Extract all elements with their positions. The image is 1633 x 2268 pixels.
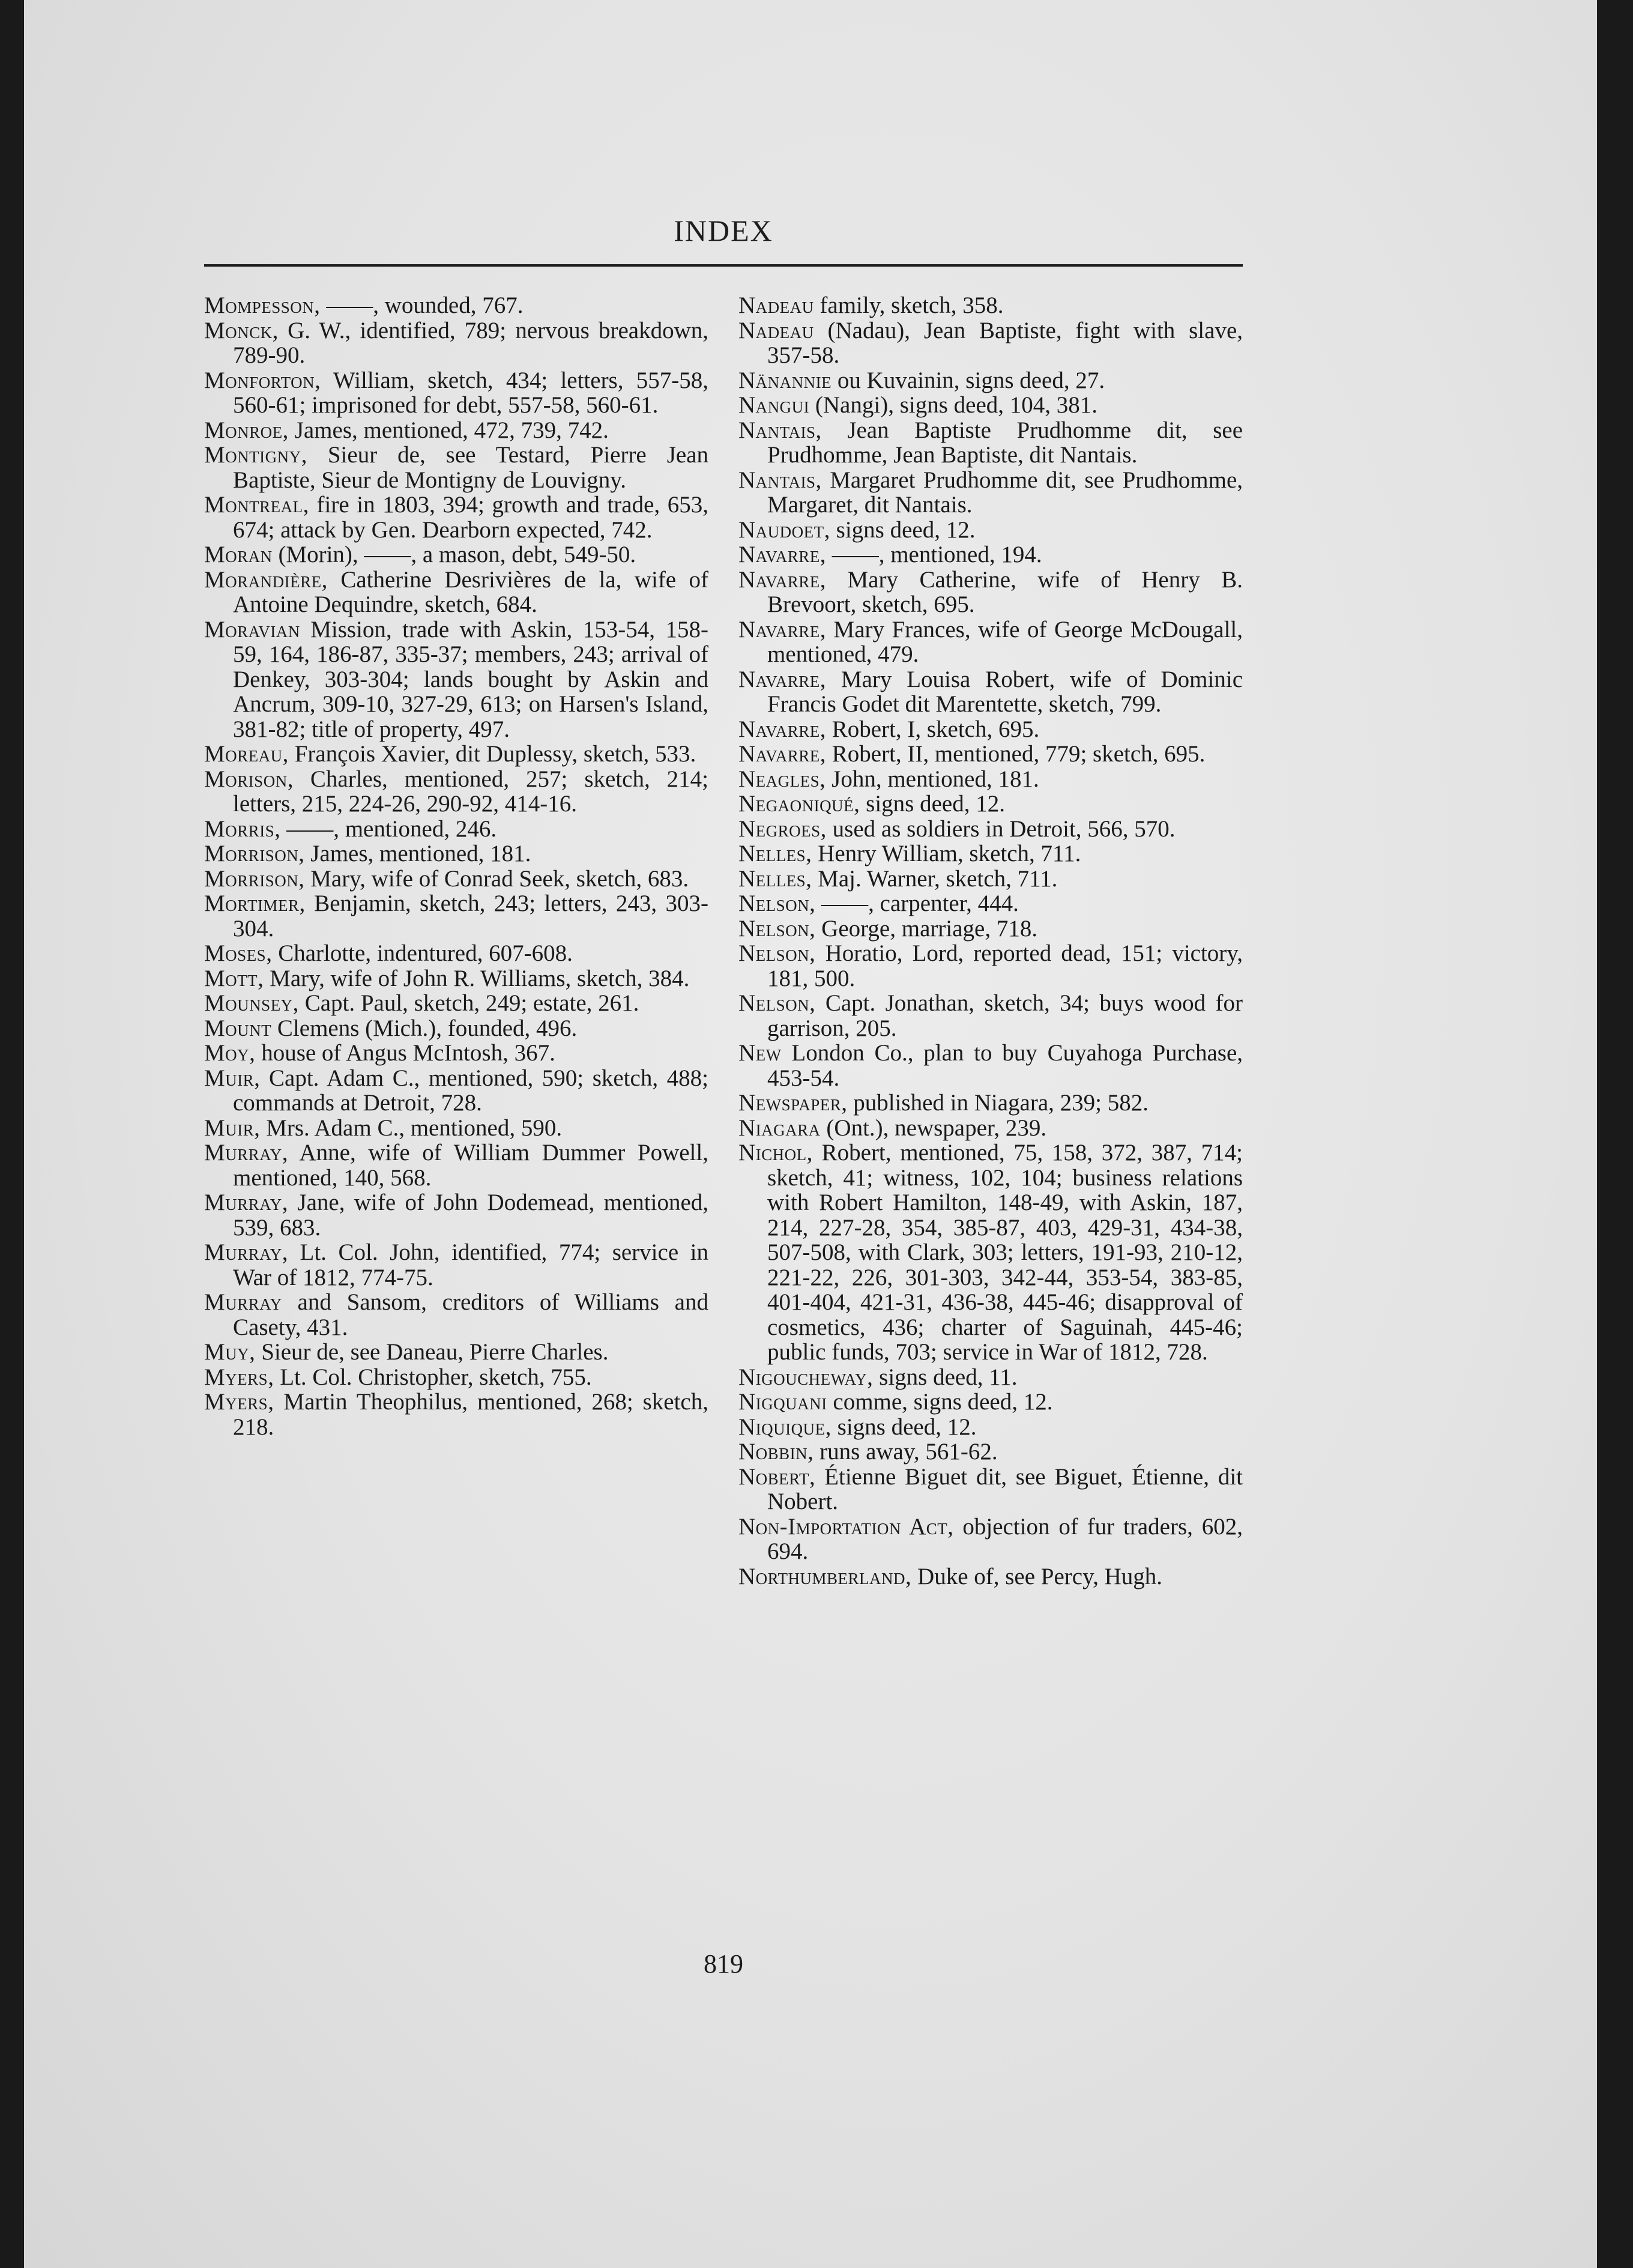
entry-heading: Nichol, [738,1140,813,1166]
entry-heading: Nadeau [738,292,814,318]
entry-text: Jean Baptiste Prudhomme dit, see Prudhomme, Jean Baptiste, dit Nantais. [767,417,1243,468]
entry-text: ——, mentioned, 194. [832,542,1042,567]
entry-heading: Moy, [204,1040,256,1066]
entry-text: objection of fur traders, 602, 694. [767,1513,1243,1564]
index-entry [738,1390,1243,1415]
index-entry [204,567,708,617]
entry-text: Mary, wife of Conrad Seek, sketch, 683. [310,865,689,892]
index-entry [738,1365,1243,1390]
entry-heading: Montigny, [204,442,307,468]
entry-heading: Mott, [204,965,264,991]
index-entry [204,1190,708,1240]
entry-text: Robert, II, mentioned, 779; sketch, 695. [832,741,1206,767]
entry-text: Lt. Col. John, identified, 774; service in War of 1812, 774-75. [233,1239,709,1290]
entry-text: Henry William, sketch, 711. [818,841,1081,866]
entry-text: fire in 1803, 394; growth and trade, 653, 674; attack by Gen. Dearborn expected, 742. [233,492,709,543]
entry-heading: Nigquani [738,1389,827,1415]
entry-text: published in Niagara, 239; 582. [853,1090,1149,1116]
index-entry [204,767,708,817]
entry-heading: Navarre, [738,666,826,692]
index-entry [738,1090,1243,1116]
index-entry [738,1514,1243,1564]
entry-heading: Murray, [204,1239,288,1265]
index-entry [738,841,1243,866]
entry-text: Margaret Prudhomme dit, see Prudhomme, Margaret, dit Nantais. [767,467,1243,518]
index-entry [204,293,708,318]
entry-heading: Mortimer, [204,891,306,916]
index-entry [738,1465,1243,1514]
entry-heading: Nelson, [738,940,816,966]
entry-heading: Nelson, [738,915,816,942]
entry-text: runs away, 561-62. [820,1439,998,1465]
index-entry [738,318,1243,368]
entry-text: Mission, trade with Askin, 153-54, 158-59, 164, 186-87, 335-37; members, 243; arrival of Denkey, 303-304; lands bought by Askin and Ancrum, 309-10, 327-29, 613; on Harsen's Island, 381-82; title of property, 497. [233,616,709,742]
entry-heading: Nelles, [738,841,812,866]
entry-heading: Mompesson, [204,292,321,318]
entry-text: used as soldiers in Detroit, 566, 570. [832,815,1176,842]
page-number: 819 [704,1949,743,1979]
entry-heading: Nangui [738,392,810,418]
entry-text: Mrs. Adam C., mentioned, 590. [266,1114,563,1141]
index-entry [204,866,708,892]
index-entry [738,791,1243,817]
index-entry [738,941,1243,991]
header-rule [204,264,1243,267]
entry-text: William, sketch, 434; letters, 557-58, 560-61; imprisoned for debt, 557-58, 560-61. [233,367,709,418]
index-entry [738,518,1243,543]
entry-heading: Navarre, [738,741,826,767]
entry-text: James, mentioned, 181. [310,841,531,866]
entry-text: ——, carpenter, 444. [821,891,1019,916]
entry-heading: Monforton, [204,367,321,393]
entry-text: George, marriage, 718. [821,915,1038,942]
index-entry [204,542,708,567]
entry-heading: Navarre, [738,616,826,643]
entry-text: comme, signs deed, 12. [833,1389,1053,1415]
entry-heading: New [738,1040,782,1066]
book-page [24,0,1597,2268]
index-entry [204,991,708,1016]
entry-heading: Nantais, [738,417,822,443]
entry-text: Charlotte, indentured, 607-608. [278,940,573,966]
entry-text: Martin Theophilus, mentioned, 268; sketch, 218. [233,1389,708,1440]
entry-text: Capt. Adam C., mentioned, 590; sketch, 488; commands at Detroit, 728. [233,1065,708,1116]
entry-text: and Sansom, creditors of Williams and Casety, 431. [233,1289,708,1340]
index-entry [738,1564,1243,1589]
index-entry [738,767,1243,792]
entry-text: Mary, wife of John R. Williams, sketch, 384. [270,965,690,991]
entry-heading: Mounsey, [204,990,299,1016]
index-entry [204,891,708,941]
index-entry [204,418,708,443]
index-entry [204,941,708,966]
entry-heading: Newspaper, [738,1090,848,1116]
index-entry [738,1140,1243,1365]
index-entry [738,1415,1243,1440]
entry-text: G. W., identified, 789; nervous breakdown, 789-90. [233,317,708,368]
entry-heading: Nigoucheway, [738,1364,874,1390]
index-entry [204,617,708,742]
entry-heading: Montreal, [204,492,309,518]
index-entry [738,991,1243,1041]
entry-text: (Morin), ——, a mason, debt, 549-50. [278,542,636,567]
entry-heading: Negaoniqué, [738,791,860,817]
entry-heading: Morrison, [204,841,305,866]
index-entry [204,1390,708,1439]
entry-text: Charles, mentioned, 257; sketch, 214; letters, 215, 224-26, 290-92, 414-16. [233,766,708,817]
entry-text: Robert, I, sketch, 695. [832,716,1040,742]
index-entry [204,1240,708,1290]
index-entry [204,368,708,418]
entry-heading: Moreau, [204,741,289,767]
entry-heading: Morandière, [204,566,328,593]
entry-heading: Myers, [204,1364,274,1390]
entry-heading: Negroes, [738,815,827,842]
index-entry [738,916,1243,942]
index-entry [738,667,1243,717]
entry-text: Lt. Col. Christopher, sketch, 755. [280,1364,592,1390]
index-entry [738,468,1243,518]
entry-heading: Murray [204,1289,282,1315]
entry-text: (Ont.), newspaper, 239. [826,1114,1047,1141]
index-entry [738,1041,1243,1090]
entry-heading: Murray, [204,1140,288,1166]
entry-text: Maj. Warner, sketch, 711. [818,865,1058,892]
index-entry [204,817,708,842]
entry-text: (Nadau), Jean Baptiste, fight with slave, 357-58. [767,317,1243,368]
entry-text: ou Kuvainin, signs deed, 27. [837,367,1105,393]
entry-text: Étienne Biguet dit, see Biguet, Étienne, dit Nobert. [767,1463,1243,1514]
index-entry [738,393,1243,418]
entry-text: Anne, wife of William Dummer Powell, mentioned, 140, 568. [233,1140,708,1191]
entry-text: house of Angus McIntosh, 367. [261,1040,555,1066]
index-entry [738,1116,1243,1141]
entry-text: Clemens (Mich.), founded, 496. [277,1015,578,1041]
index-entry [204,1016,708,1041]
entry-text: Robert, mentioned, 75, 158, 372, 387, 714; sketch, 41; witness, 102, 104; business relations with Robert Hamilton, 148-49, with Askin, 187, 214, 227-28, 354, 385-87, 403, 429-31, 434-38, 507-508, with Clark, 303; letters, 191-93, 210-12, 221-22, 226, 301-303, 342-44, 353-54, 383-85, 401-404, 421-31, 436-38, 445-46; disapproval of cosmetics, 436; charter of Saguinah, 445-46; public funds, 703; service in War of 1812, 728. [767,1140,1243,1365]
entry-text: Catherine Desrivières de la, wife of Antoine Dequindre, sketch, 684. [233,566,709,617]
index-entry [204,318,708,368]
index-entry [738,717,1243,742]
entry-heading: Northumberland, [738,1563,912,1589]
index-entry [738,617,1243,667]
index-entry [204,1041,708,1066]
entry-text: Benjamin, sketch, 243; letters, 243, 303-304. [233,891,709,942]
index-column-right [738,293,1243,1589]
index-entry [204,966,708,991]
entry-heading: Nadeau [738,317,814,343]
entry-text: signs deed, 12. [866,791,1005,817]
index-entry [738,891,1243,916]
entry-text: ——, wounded, 767. [326,292,524,318]
entry-text: Duke of, see Percy, Hugh. [917,1563,1162,1589]
entry-heading: Morris, [204,815,281,842]
entry-text: Capt. Jonathan, sketch, 34; buys wood for garrison, 205. [767,990,1243,1041]
index-entry [204,1290,708,1340]
entry-heading: Naudoet, [738,516,830,543]
entry-text: signs deed, 12. [836,516,976,543]
running-header: INDEX [674,214,773,247]
entry-text: (Nangi), signs deed, 104, 381. [815,392,1098,418]
entry-heading: Nobert, [738,1463,816,1490]
entry-text: James, mentioned, 472, 739, 742. [294,417,609,443]
index-entry [204,742,708,767]
entry-text: François Xavier, dit Duplessy, sketch, 533. [294,741,696,767]
entry-heading: Non-Importation Act, [738,1513,954,1540]
entry-text: Jane, wife of John Dodemead, mentioned, 539, 683. [233,1190,709,1241]
entry-heading: Moran [204,542,273,567]
index-column-left [204,293,708,1439]
index-entry [204,443,708,492]
entry-heading: Monroe, [204,417,289,443]
entry-heading: Moses, [204,940,273,966]
entry-heading: Nelson, [738,990,816,1016]
entry-heading: Niagara [738,1114,821,1141]
entry-text: ——, mentioned, 246. [286,815,497,842]
entry-heading: Morrison, [204,865,305,892]
entry-text: family, sketch, 358. [820,292,1004,318]
entry-heading: Myers, [204,1389,274,1415]
entry-text: John, mentioned, 181. [832,766,1039,792]
entry-heading: Nelles, [738,865,812,892]
entry-heading: Navarre, [738,542,826,567]
entry-text: Capt. Paul, sketch, 249; estate, 261. [304,990,639,1016]
index-entry [738,567,1243,617]
index-entry [204,1116,708,1141]
entry-heading: Nantais, [738,467,822,493]
entry-text: signs deed, 11. [879,1364,1018,1390]
entry-heading: Niquique, [738,1414,832,1440]
index-entry [204,841,708,866]
entry-text: Mary Catherine, wife of Henry B. Brevoort, sketch, 695. [767,566,1243,617]
entry-text: Sieur de, see Testard, Pierre Jean Baptiste, Sieur de Montigny de Louvigny. [233,442,708,493]
entry-heading: Neagles, [738,766,826,792]
entry-text: Mary Frances, wife of George McDougall, mentioned, 479. [767,616,1243,667]
index-entry [738,293,1243,318]
entry-heading: Murray, [204,1190,288,1215]
entry-heading: Monck, [204,317,279,343]
entry-heading: Morison, [204,766,294,792]
index-entry [738,817,1243,842]
index-entry [204,1140,708,1190]
entry-heading: Muy, [204,1339,256,1365]
entry-heading: Navarre, [738,566,826,593]
index-entry [738,542,1243,567]
index-entry [738,866,1243,892]
entry-heading: Muir, [204,1065,261,1091]
index-entry [204,1066,708,1116]
entry-text: Mary Louisa Robert, wife of Dominic Francis Godet dit Marentette, sketch, 799. [767,666,1243,717]
index-entry [738,418,1243,468]
entry-heading: Nobbin, [738,1439,814,1465]
index-entry [204,1365,708,1390]
entry-heading: Navarre, [738,716,826,742]
entry-text: signs deed, 12. [837,1414,977,1440]
entry-heading: Nelson, [738,891,816,916]
index-entry [738,368,1243,393]
entry-heading: Mount [204,1015,272,1041]
entry-heading: Muir, [204,1114,261,1141]
entry-text: Sieur de, see Daneau, Pierre Charles. [261,1339,609,1365]
index-entry [204,492,708,542]
index-entry [204,1340,708,1365]
entry-heading: Moravian [204,616,300,643]
entry-heading: Nänannie [738,367,832,393]
entry-text: Horatio, Lord, reported dead, 151; victory, 181, 500. [767,940,1243,991]
index-entry [738,1439,1243,1465]
index-entry [738,742,1243,767]
entry-text: London Co., plan to buy Cuyahoga Purchase, 453-54. [767,1040,1243,1091]
